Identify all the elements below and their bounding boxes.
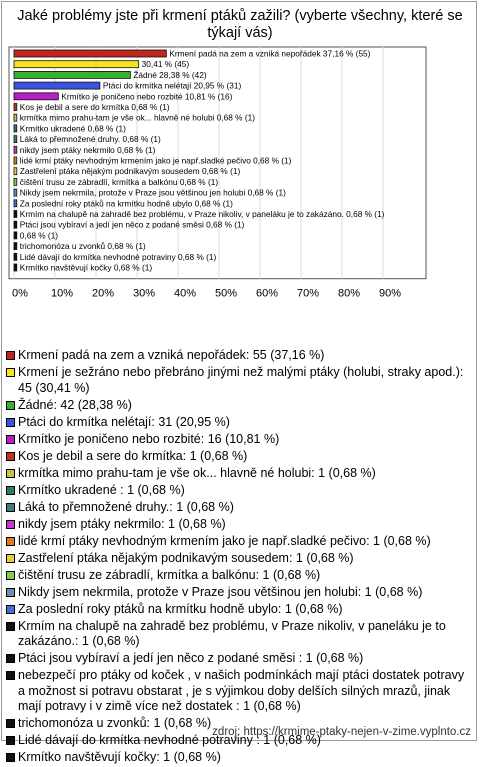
chart-legend bbox=[6, 348, 472, 767]
bar bbox=[14, 178, 17, 185]
legend-item bbox=[6, 668, 472, 715]
legend-label: nebezpečí pro ptáky od koček , v našich podmínkách mají ptáci dostatek potravy a možnost si potravu obstarat , je s výjimkou doby delších silných mrazů, jinak mají potravy i v zimě více než dostatek : 1 (0,68 %) bbox=[18, 668, 465, 713]
bar-label: trichomonóza u zvonků 0,68 % (1) bbox=[19, 241, 146, 252]
bar-label: Nikdy jsem nekrmila, protože v Praze jsou většinou jen holubi 0,68 % (1) bbox=[19, 187, 286, 198]
legend-swatch bbox=[6, 452, 15, 461]
legend-label: Kos je debil a sere do krmítka: 1 (0,68 %) bbox=[18, 448, 248, 463]
legend-label: Krmení padá na zem a vzniká nepořádek: 55 (37,16 %) bbox=[18, 348, 325, 362]
legend-swatch bbox=[6, 368, 15, 377]
legend-item bbox=[6, 365, 472, 396]
bar-chart bbox=[0, 0, 480, 330]
bar-label: nikdy jsem ptáky nekrmilo 0,68 % (1) bbox=[19, 144, 156, 155]
legend-label: krmítka mimo prahu-tam je vše ok... hlavně né holubi: 1 (0,68 %) bbox=[18, 465, 376, 480]
chart-title: Jaké problémy jste při krmení ptáků zažili? (vyberte všechny, které se týkají vás) bbox=[17, 8, 463, 41]
legend-label: čištění trusu ze zábradlí, krmítka a balkónu: 1 (0,68 %) bbox=[18, 567, 321, 582]
bar-label: Ptáci jsou vybíraví a jedí jen něco z podané směsi 0,68 % (1) bbox=[19, 219, 245, 230]
legend-item bbox=[6, 398, 472, 414]
bar bbox=[14, 82, 100, 89]
bar bbox=[14, 232, 17, 239]
bar bbox=[14, 211, 17, 218]
legend-swatch bbox=[6, 435, 15, 444]
bar bbox=[14, 50, 166, 57]
bar-label: Krmítko je poničeno nebo rozbité 10,81 % (16) bbox=[61, 91, 233, 102]
bar-label: Ptáci do krmítka nelétají 20,95 % (31) bbox=[102, 80, 242, 91]
bar-label: lidé krmí ptáky nevhodným krmením jako je např.sladké pečivo 0,68 % (1) bbox=[19, 155, 292, 166]
legend-swatch bbox=[6, 571, 15, 580]
bar bbox=[14, 243, 17, 250]
bar bbox=[14, 71, 130, 78]
legend-item bbox=[6, 551, 472, 567]
legend-swatch bbox=[6, 654, 15, 663]
legend-item bbox=[6, 619, 472, 650]
legend-label: Lidé dávají do krmítka nevhodné potraviny : 1 (0,68 %) bbox=[18, 733, 321, 747]
bar bbox=[14, 253, 17, 260]
bar-label: Zastřelení ptáka nějakým podnikavým sousedem 0,68 % (1) bbox=[19, 166, 241, 177]
bar-label: Krmítko navštěvují kočky 0,68 % (1) bbox=[19, 262, 153, 273]
bar bbox=[14, 264, 17, 271]
bar-label: Krmení padá na zem a vzniká nepořádek 37,16 % (55) bbox=[169, 48, 371, 59]
bar bbox=[14, 61, 139, 68]
legend-label: Žádné: 42 (28,38 %) bbox=[18, 397, 132, 412]
legend-swatch bbox=[6, 401, 15, 410]
bar-label: Lidé dávají do krmítka nevhodné potraviny 0,68 % (1) bbox=[19, 251, 217, 262]
legend-item bbox=[6, 602, 472, 618]
legend-label: Krmítko ukradené : 1 (0,68 %) bbox=[18, 482, 185, 497]
legend-swatch bbox=[6, 520, 15, 529]
x-tick-label: 60% bbox=[256, 287, 279, 300]
legend-item bbox=[6, 449, 472, 465]
legend-label: Krmím na chalupě na zahradě bez problému, v Praze nikoliv, v paneláku je to zakázáno.: 1 (0,68 %) bbox=[18, 618, 446, 648]
bar-label: krmítka mimo prahu-tam je vše ok... hlavně né holubi 0,68 % (1) bbox=[19, 112, 255, 123]
legend-item bbox=[6, 534, 472, 550]
legend-label: Láká to přemnožené druhy.: 1 (0,68 %) bbox=[18, 499, 234, 514]
legend-label: Za poslední roky ptáků na krmítku hodně ubylo: 1 (0,68 %) bbox=[18, 601, 343, 616]
legend-item bbox=[6, 500, 472, 516]
bar bbox=[14, 125, 17, 132]
legend-swatch bbox=[6, 671, 15, 680]
x-tick-label: 10% bbox=[51, 287, 74, 300]
legend-swatch bbox=[6, 486, 15, 495]
legend-label: Krmení je sežráno nebo přebráno jinými než malými ptáky (holubi, straky apod.): 45 (30,41 %) bbox=[18, 365, 464, 395]
legend-label: Krmítko je poničeno nebo rozbité: 16 (10,81 %) bbox=[18, 431, 280, 446]
bar bbox=[14, 146, 17, 153]
legend-label: Krmítko navštěvují kočky: 1 (0,68 %) bbox=[18, 750, 221, 764]
legend-item bbox=[6, 348, 472, 364]
legend-swatch bbox=[6, 753, 15, 762]
x-tick-label: 30% bbox=[133, 287, 156, 300]
legend-item bbox=[6, 415, 472, 431]
bar-label: 30,41 % (45) bbox=[141, 59, 190, 70]
bar-label: čištění trusu ze zábradlí, krmítka a balkónu 0,68 % (1) bbox=[19, 176, 219, 187]
bar-label: Krmítko ukradené 0,68 % (1) bbox=[19, 123, 126, 134]
bar bbox=[14, 93, 58, 100]
bar bbox=[14, 157, 17, 164]
legend-swatch bbox=[6, 605, 15, 614]
legend-swatch bbox=[6, 537, 15, 546]
x-tick-label: 80% bbox=[338, 287, 361, 300]
legend-swatch bbox=[6, 588, 15, 597]
legend-label: Ptáci jsou vybíraví a jedí jen něco z podané směsi : 1 (0,68 %) bbox=[18, 651, 364, 665]
legend-item bbox=[6, 432, 472, 448]
legend-swatch bbox=[6, 719, 15, 728]
legend-label: trichomonóza u zvonků: 1 (0,68 %) bbox=[18, 716, 212, 730]
bar bbox=[14, 221, 17, 228]
legend-swatch bbox=[6, 503, 15, 512]
legend-swatch bbox=[6, 418, 15, 427]
legend-label: Ptáci do krmítka nelétají: 31 (20,95 %) bbox=[18, 414, 230, 429]
bar bbox=[14, 136, 17, 143]
x-tick-label: 90% bbox=[379, 287, 402, 300]
source-note: zdroj: https://krmime-ptaky-nejen-v-zime.vyplnto.cz bbox=[212, 726, 471, 738]
legend-label: lidé krmí ptáky nevhodným krmením jako je např.sladké pečivo: 1 (0,68 %) bbox=[18, 533, 431, 548]
bar-label: Kos je debil a sere do krmítka 0,68 % (1) bbox=[19, 102, 170, 112]
legend-label: nikdy jsem ptáky nekrmilo: 1 (0,68 %) bbox=[18, 516, 226, 531]
bar bbox=[14, 114, 17, 121]
legend-swatch bbox=[6, 469, 15, 478]
legend-item bbox=[6, 466, 472, 482]
legend-item bbox=[6, 750, 472, 766]
legend-label: Zastřelení ptáka nějakým podnikavým sousedem: 1 (0,68 %) bbox=[18, 550, 354, 565]
legend-item bbox=[6, 483, 472, 499]
bar bbox=[14, 189, 17, 196]
legend-swatch bbox=[6, 622, 15, 631]
bar-label: Žádné 28,38 % (42) bbox=[133, 69, 207, 80]
x-tick-label: 40% bbox=[174, 287, 197, 300]
legend-item bbox=[6, 585, 472, 601]
legend-swatch bbox=[6, 351, 15, 360]
bar bbox=[14, 168, 17, 175]
legend-label: Nikdy jsem nekrmila, protože v Praze jsou většinou jen holubi: 1 (0,68 %) bbox=[18, 584, 423, 599]
x-tick-label: 70% bbox=[297, 287, 320, 300]
bar-label: Láká to přemnožené druhy. 0,68 % (1) bbox=[19, 134, 161, 145]
legend-item bbox=[6, 568, 472, 584]
x-tick-label: 20% bbox=[92, 287, 115, 300]
bar bbox=[14, 200, 17, 207]
bar-label: Krmím na chalupě na zahradě bez problému, v Praze nikoliv, v paneláku je to zakázáno. 0,68 % (1) bbox=[19, 209, 385, 219]
x-tick-label: 0% bbox=[12, 287, 28, 300]
legend-item bbox=[6, 651, 472, 667]
legend-swatch bbox=[6, 554, 15, 563]
bar bbox=[14, 104, 17, 111]
bar-label: 0,68 % (1) bbox=[19, 230, 59, 241]
legend-item bbox=[6, 517, 472, 533]
x-tick-label: 50% bbox=[215, 287, 238, 300]
bar-label: Za poslední roky ptáků na krmítku hodně ubylo 0,68 % (1) bbox=[19, 198, 233, 209]
